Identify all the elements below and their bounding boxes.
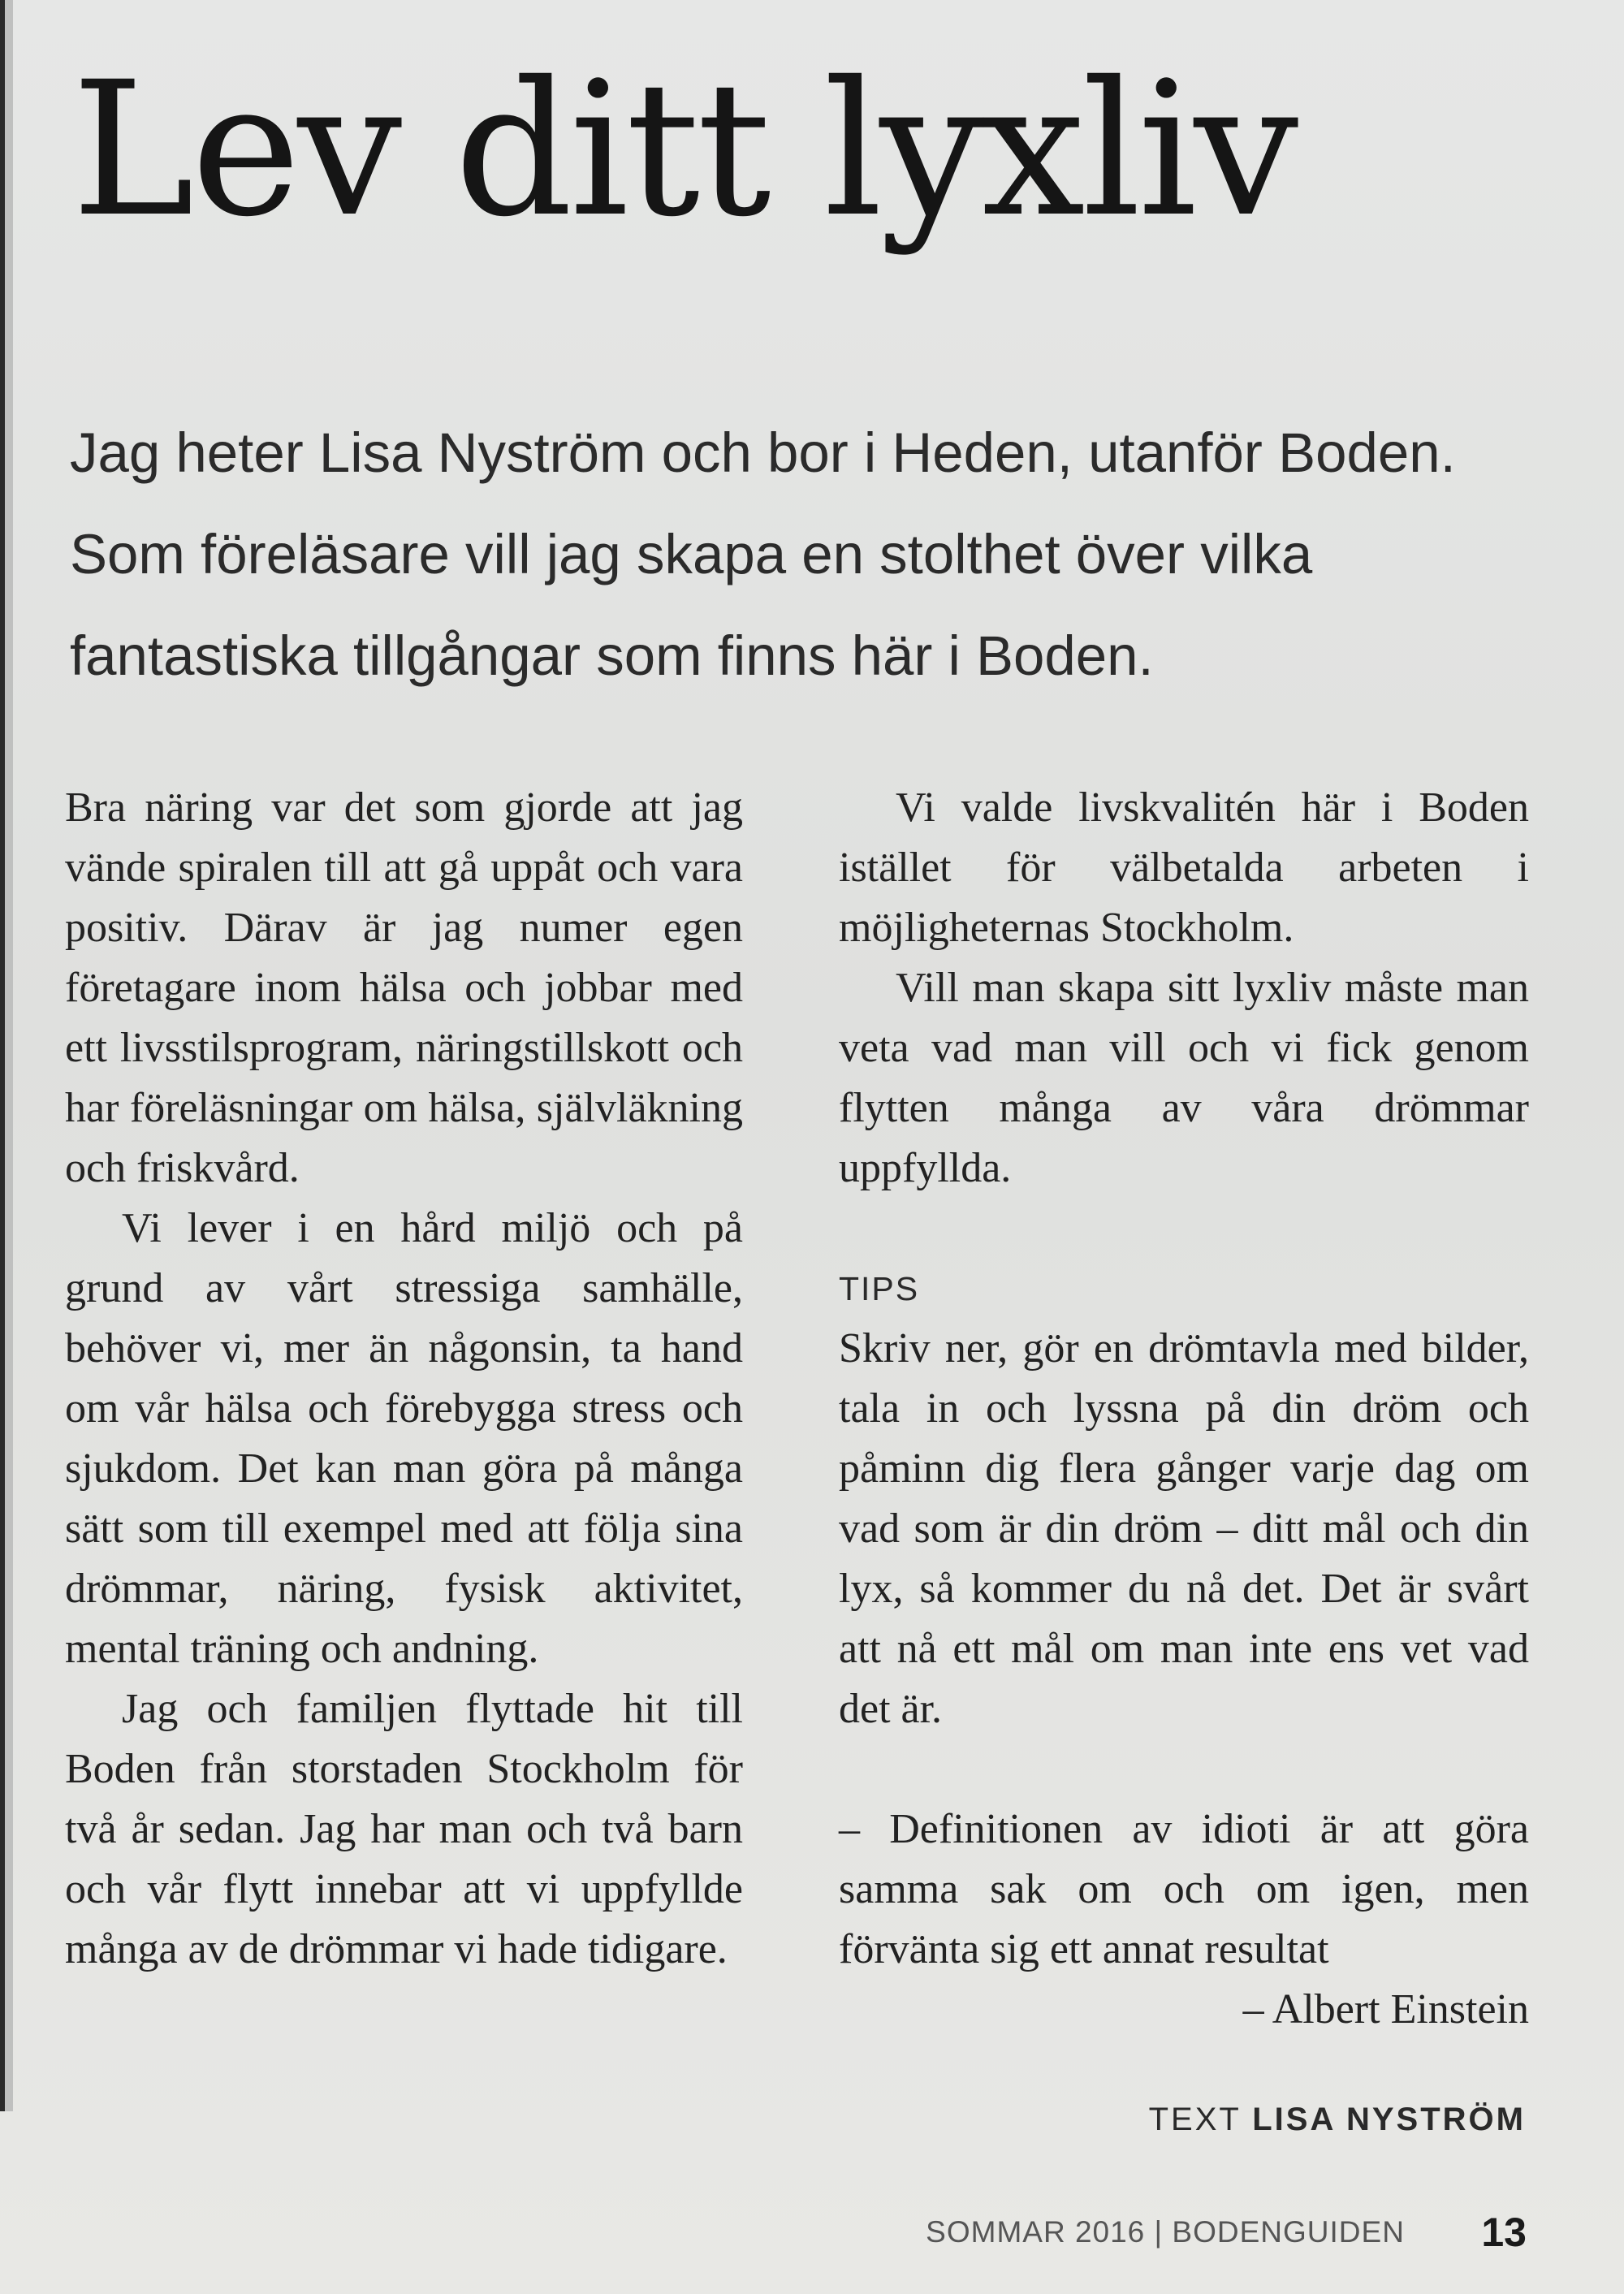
page-number: 13 <box>1481 2210 1527 2255</box>
body-paragraph: Bra näring var det som gjorde att jag vände spiralen till att gå uppåt och vara positiv. Därav är jag numer egen företagare inom hälsa och jobbar med ett livsstilsprogram, näringstillskott och har föreläsningar om hälsa, självläkning och friskvård. <box>65 784 743 1191</box>
article-title: Lev ditt lyxliv <box>71 41 1296 257</box>
footer-issue: SOMMAR 2016 | BODENGUIDEN <box>926 2215 1405 2249</box>
page-footer <box>926 2209 1527 2256</box>
body-paragraph: Vi lever i en hård miljö och på grund av vårt stressiga samhälle, behöver vi, mer än någonsin, ta hand om vår hälsa och förebygga stress och sjukdom. Det kan man göra på många sätt som till exempel med att följa sina drömmar, näring, fysisk aktivitet, mental träning och andning. <box>65 1205 743 1672</box>
body-paragraph: Vill man skapa sitt lyxliv måste man veta vad man vill och vi fick genom flytten många av våra drömmar uppfyllda. <box>839 965 1529 1191</box>
body-paragraph: Jag och familjen flyttade hit till Boden från storstaden Stockholm för två år sedan. Jag har man och två barn och vår flytt innebar att vi uppfyllde många av de drömmar vi hade tidigare. <box>65 1686 743 1972</box>
byline-author: LISA NYSTRÖM <box>1252 2102 1526 2137</box>
tips-heading: TIPS <box>839 1270 920 1307</box>
lead-line: Som föreläsare vill jag skapa en stolthet över vilka <box>70 523 1313 585</box>
lead-line: Jag heter Lisa Nyström och bor i Heden, utanför Boden. <box>70 421 1456 484</box>
byline-label: TEXT <box>1148 2102 1242 2137</box>
quote-author: – Albert Einstein <box>1242 1986 1529 2033</box>
tips-text: Skriv ner, gör en drömtavla med bilder, tala in och lyssna på din dröm och påminn dig flera gånger varje dag om vad som är din dröm – ditt mål och din lyx, så kommer du nå det. Det är svårt att nå ett mål om man inte ens vet vad det är. <box>839 1325 1529 1732</box>
article-lead <box>70 402 1556 706</box>
quote-text: – Definitionen av idioti är att göra samma sak om och om igen, men förvänta sig ett annat resultat <box>839 1806 1529 1972</box>
byline <box>1149 2102 1526 2138</box>
left-column <box>65 778 743 1980</box>
body-paragraph: Vi valde livskvalitén här i Boden istället för välbetalda arbeten i möjligheternas Stockholm. <box>839 784 1529 951</box>
lead-line: fantastiska tillgångar som finns här i Boden. <box>70 624 1154 687</box>
page-binding-edge <box>0 0 13 2111</box>
right-column <box>839 778 1529 2040</box>
